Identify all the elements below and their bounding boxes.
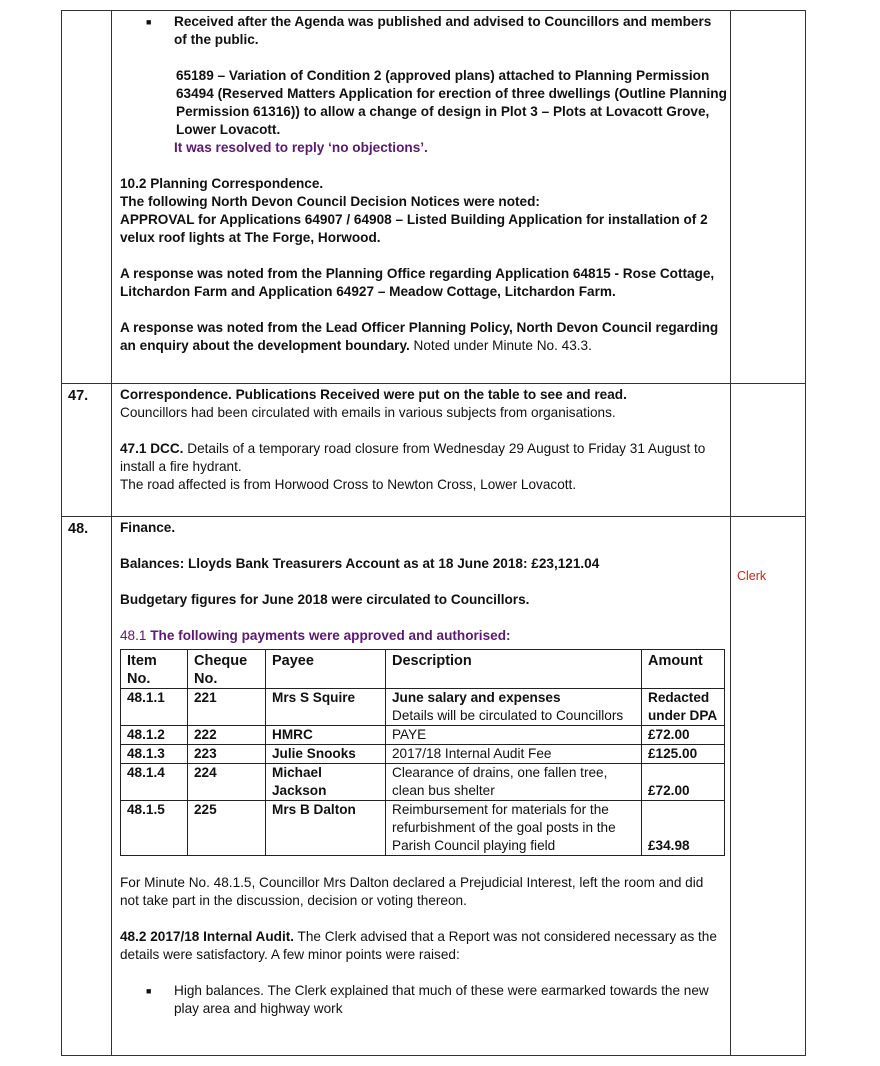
payee-cell: Mrs B Dalton [266,801,386,856]
bullet-item [120,13,722,49]
payments-number: 48.1 [120,628,151,643]
road-affected-text: The road affected is from Horwood Cross to Newton Cross, Lower Lovacott. [120,477,577,492]
action-owner: Clerk [737,569,767,583]
item-cell: 48.1.4 [121,764,188,801]
bullet-text: High balances. The Clerk explained that much of these were earmarked towards the new play area and highway work [174,983,709,1016]
amount-cell [642,801,725,856]
planning-response-2-bold: A response was noted from the Lead Officer Planning Policy, North Devon Council regarding an enquiry about the development boundary. [120,320,719,353]
amount-value: £72.00 [648,783,690,798]
item-cell: 48.1.3 [121,745,188,764]
cheque-cell: 223 [188,745,266,764]
internal-audit-paragraph [120,928,720,964]
header-description: Description [386,650,642,689]
description-text: Details will be circulated to Councillors [392,708,624,723]
cheque-cell: 222 [188,726,266,745]
bullet-item [120,982,722,1018]
table-row [121,801,725,856]
description-cell [386,689,642,726]
dcc-label: 47.1 DCC. [120,441,184,456]
minute-body [112,384,731,517]
budget-text: Budgetary figures for June 2018 were circulated to Councillors. [120,592,530,607]
decision-notices-intro: The following North Devon Council Decision Notices were noted: [120,194,540,209]
minute-row-47 [62,384,806,517]
minute-body [112,11,731,384]
payments-table [120,649,725,856]
minute-row-48 [62,517,806,1056]
description-cell: Clearance of drains, one fallen tree, clean bus shelter [386,764,642,801]
prejudicial-interest-text: For Minute No. 48.1.5, Councillor Mrs Dalton declared a Prejudicial Interest, left the room and did not take part in the discussion, decision or voting thereon. [120,875,704,908]
finance-heading: Finance. [120,520,176,535]
payments-heading [120,627,722,645]
description-cell: PAYE [386,726,642,745]
minute-number: 48. [62,517,112,1056]
payee-cell: Julie Snooks [266,745,386,764]
minute-row-planning [62,11,806,384]
amount-cell: £125.00 [642,745,725,764]
cheque-cell: 224 [188,764,266,801]
table-row [121,726,725,745]
minutes-table [61,10,806,1056]
amount-cell: Redacted under DPA [642,689,725,726]
bullet-square-icon: ■ [146,17,152,27]
payee-cell: Mrs S Squire [266,689,386,726]
description-cell: Reimbursement for materials for the refurbishment of the goal posts in the Parish Council playing field [386,801,642,856]
payments-title: The following payments were approved and authorised: [150,628,511,643]
approval-text: APPROVAL for Applications 64907 / 64908 – Listed Building Application for installation of 2 velux roof lights at The Forge, Horwood. [120,212,708,245]
bullet-text: Received after the Agenda was published and advised to Councillors and members of the public. [174,14,712,47]
item-cell: 48.1.5 [121,801,188,856]
header-payee: Payee [266,650,386,689]
resolution-text: It was resolved to reply ‘no objections’. [174,140,428,155]
balances-text: Balances: Lloyds Bank Treasurers Account as at 18 June 2018: £23,121.04 [120,556,600,571]
bullet-square-icon: ■ [146,986,152,996]
planning-response-2-note: Noted under Minute No. 43.3. [409,338,592,353]
item-cell: 48.1.2 [121,726,188,745]
amount-cell [642,764,725,801]
cheque-cell: 225 [188,801,266,856]
planning-response-1: A response was noted from the Planning Office regarding Application 64815 - Rose Cottage, Litchardon Farm and Application 64927 – Meadow Cottage, Litchardon Farm. [120,266,715,299]
payee-cell: HMRC [266,726,386,745]
payments-header-row [121,650,725,689]
application-65189: 65189 – Variation of Condition 2 (approved plans) attached to Planning Permission 63494 (Reserved Matters Application for erection of three dwellings (Outline Planning Permission 61316)) to allow a change of design in Plot 3 – Plots at Lovacott Grove, Lower Lovacott. [176,68,727,137]
description-bold: June salary and expenses [392,690,561,705]
correspondence-heading: Correspondence. Publications Received were put on the table to see and read. [120,387,627,402]
header-cheque: Cheque No. [188,650,266,689]
payee-cell: Michael Jackson [266,764,386,801]
cheque-cell: 221 [188,689,266,726]
header-item: Item No. [121,650,188,689]
minute-number: 47. [62,384,112,517]
correspondence-line: Councillors had been circulated with emails in various subjects from organisations. [120,405,616,420]
table-row [121,745,725,764]
minute-body [112,517,731,1056]
planning-correspondence-heading: 10.2 Planning Correspondence. [120,176,324,191]
item-cell: 48.1.1 [121,689,188,726]
dcc-paragraph [120,440,710,476]
amount-cell: £72.00 [642,726,725,745]
minute-number [62,11,112,384]
table-row [121,764,725,801]
planning-response-2 [120,319,720,355]
amount-value: £34.98 [648,838,690,853]
action-cell [731,11,806,384]
action-cell [731,384,806,517]
dcc-text: Details of a temporary road closure from Wednesday 29 August to Friday 31 August to install a fire hydrant. [120,441,706,474]
description-cell: 2017/18 Internal Audit Fee [386,745,642,764]
action-cell [731,517,806,1056]
header-amount: Amount [642,650,725,689]
internal-audit-text: The Clerk advised that a Report was not considered necessary as the details were satisfactory. A few minor points were raised: [120,929,717,962]
internal-audit-label: 48.2 2017/18 Internal Audit. [120,929,295,944]
table-row [121,689,725,726]
